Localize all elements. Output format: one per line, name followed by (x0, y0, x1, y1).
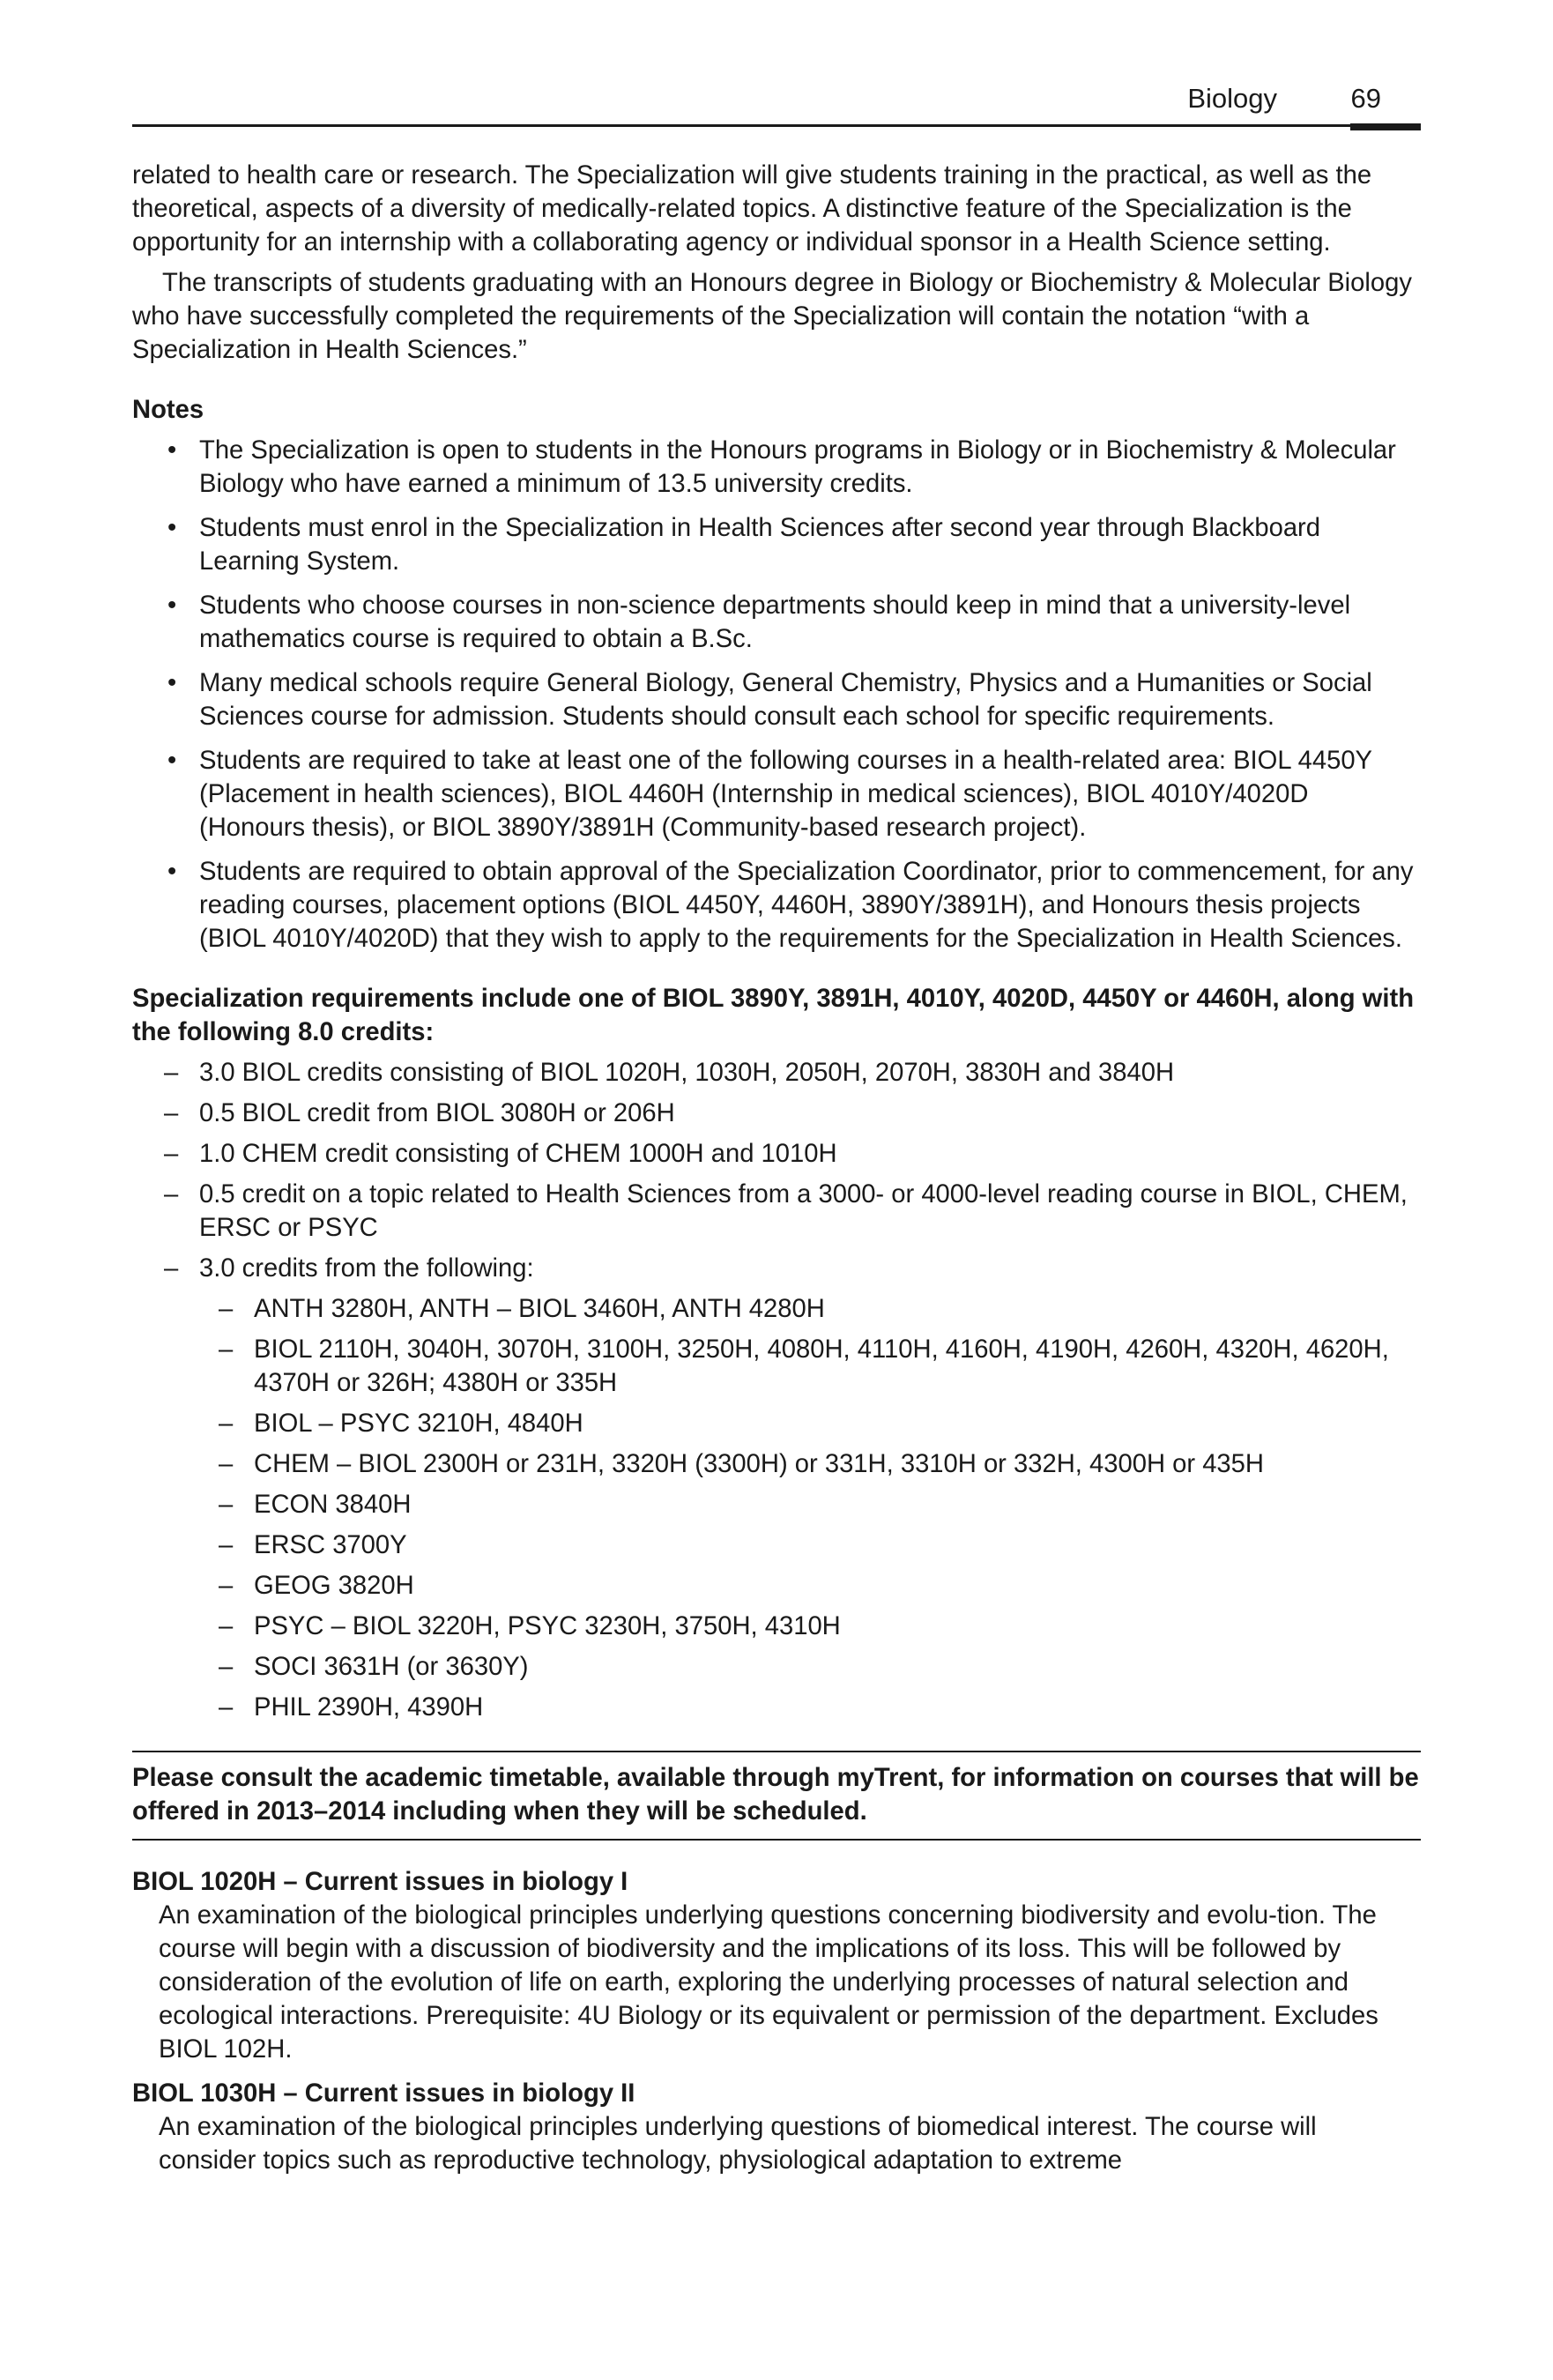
list-item (132, 1610, 1421, 1643)
dash-icon: – (164, 1059, 179, 1087)
intro-paragraph: The transcripts of students graduating with an Honours degree in Biology or Biochemistry & Molecular Biology who have successfully completed the requirements of the Specialization will contain the notation “with a Specialization in Health Sciences.” (132, 269, 1412, 364)
dash-icon: – (164, 1099, 179, 1127)
list-item (132, 1488, 1421, 1521)
list-item-text: ANTH 3280H, ANTH – BIOL 3460H, ANTH 4280H (254, 1295, 825, 1323)
list-item (132, 1528, 1421, 1562)
dash-icon: – (219, 1653, 234, 1681)
course-entry (132, 2077, 1421, 2177)
notes-list (132, 434, 1421, 956)
list-item-text: 3.0 BIOL credits consisting of BIOL 1020H, 1030H, 2050H, 2070H, 3830H and 3840H (199, 1059, 1175, 1087)
list-item-text: 1.0 CHEM credit consisting of CHEM 1000H and 1010H (199, 1140, 837, 1168)
dash-icon: – (219, 1531, 234, 1559)
list-item-text: 0.5 credit on a topic related to Health Sciences from a 3000- or 4000-level reading course in BIOL, CHEM, ERSC or PSYC (199, 1180, 1408, 1242)
header-tab-bar (1350, 123, 1421, 130)
list-item (132, 1650, 1421, 1684)
list-item (132, 434, 1421, 501)
header-rule (132, 124, 1421, 127)
page-number: 69 (1350, 83, 1381, 114)
list-item (132, 1178, 1421, 1245)
list-item (132, 1447, 1421, 1481)
list-item (132, 666, 1421, 733)
dash-icon: – (219, 1409, 234, 1438)
dash-icon: – (219, 1335, 234, 1364)
list-item-text: 3.0 credits from the following: (199, 1254, 534, 1283)
dash-icon: – (219, 1572, 234, 1600)
list-item (132, 1097, 1421, 1130)
list-item-text: SOCI 3631H (or 3630Y) (254, 1653, 529, 1681)
list-item (132, 1691, 1421, 1724)
list-item-text: 0.5 BIOL credit from BIOL 3080H or 206H (199, 1099, 675, 1127)
bullet-icon: • (167, 514, 177, 542)
list-item (132, 1333, 1421, 1400)
dash-icon: – (219, 1295, 234, 1323)
list-item (132, 1137, 1421, 1171)
list-item-text: Students are required to obtain approval of the Specialization Coordinator, prior to commencement, for any reading courses, placement options (BIOL 4450Y, 4460H, 3890Y/3891H), and Honours thesis projects (BIOL 4010Y/4020D) that they wish to apply to the requirements for the Specialization in Health Sciences. (199, 858, 1414, 953)
list-item (132, 589, 1421, 656)
course-entry (132, 1865, 1421, 2066)
list-item (132, 1056, 1421, 1090)
timetable-notice: Please consult the academic timetable, available through myTrent, for information on courses that will be offered in 2013–2014 including when they will be scheduled. (132, 1751, 1421, 1841)
elective-list (132, 1292, 1421, 1724)
list-item-text: The Specialization is open to students in the Honours programs in Biology or in Biochemistry & Molecular Biology who have earned a minimum of 13.5 university credits. (199, 436, 1396, 498)
list-item-text: GEOG 3820H (254, 1572, 414, 1600)
bullet-icon: • (167, 436, 177, 465)
list-item-text: Students must enrol in the Specialization in Health Sciences after second year through Blackboard Learning System. (199, 514, 1321, 576)
section-title: Biology (1187, 83, 1277, 114)
dash-icon: – (219, 1450, 234, 1478)
course-title: BIOL 1030H – Current issues in biology II (132, 2079, 635, 2108)
requirements-list (132, 1056, 1421, 1724)
notes-heading: Notes (132, 396, 204, 424)
bullet-icon: • (167, 747, 177, 775)
requirements-heading: Specialization requirements include one of BIOL 3890Y, 3891H, 4010Y, 4020D, 4450Y or 4460H, along with the following 8.0 credits: (132, 985, 1415, 1046)
list-item (132, 1292, 1421, 1326)
dash-icon: – (164, 1180, 179, 1209)
intro-paragraph: related to health care or research. The Specialization will give students training in the practical, as well as the theoretical, aspects of a diversity of medically-related topics. A distinctive feature of the Specialization is the opportunity for an internship with a collaborating agency or individual sponsor in a Health Science setting. (132, 161, 1372, 257)
dash-icon: – (219, 1612, 234, 1640)
dash-icon: – (219, 1693, 234, 1722)
list-item-text: ECON 3840H (254, 1491, 412, 1519)
list-item (132, 1407, 1421, 1440)
list-item (132, 744, 1421, 844)
dash-icon: – (219, 1491, 234, 1519)
course-description: An examination of the biological principles underlying questions concerning biodiversity and evolu-tion. The course will begin with a discussion of biodiversity and the implications of its loss. This will be followed by consideration of the evolution of life on earth, exploring the underlying processes of natural selection and ecological interactions. Prerequisite: 4U Biology or its equivalent or permission of the department. Excludes BIOL 102H. (159, 1901, 1378, 2064)
list-item (132, 511, 1421, 578)
bullet-icon: • (167, 591, 177, 620)
list-item-text: PSYC – BIOL 3220H, PSYC 3230H, 3750H, 4310H (254, 1612, 841, 1640)
list-item-text: Many medical schools require General Biology, General Chemistry, Physics and a Humanities or Social Sciences course for admission. Students should consult each school for specific requirements. (199, 669, 1372, 731)
dash-icon: – (164, 1254, 179, 1283)
list-item-text: ERSC 3700Y (254, 1531, 407, 1559)
list-item-text: BIOL 2110H, 3040H, 3070H, 3100H, 3250H, 4080H, 4110H, 4160H, 4190H, 4260H, 4320H, 4620H, 4370H or 326H; 4380H or 335H (254, 1335, 1389, 1397)
course-description: An examination of the biological principles underlying questions of biomedical interest. The course will consider topics such as reproductive technology, physiological adaptation to extreme (159, 2113, 1317, 2175)
bullet-icon: • (167, 669, 177, 697)
body-text (132, 159, 1421, 2177)
list-item-text: BIOL – PSYC 3210H, 4840H (254, 1409, 583, 1438)
course-title: BIOL 1020H – Current issues in biology I (132, 1868, 628, 1896)
list-item-text: PHIL 2390H, 4390H (254, 1693, 484, 1722)
list-item (132, 855, 1421, 956)
running-header (132, 81, 1421, 127)
bullet-icon: • (167, 858, 177, 886)
list-item-text: Students who choose courses in non-science departments should keep in mind that a university-level mathematics course is required to obtain a B.Sc. (199, 591, 1351, 653)
list-item-text: CHEM – BIOL 2300H or 231H, 3320H (3300H) or 331H, 3310H or 332H, 4300H or 435H (254, 1450, 1264, 1478)
list-item (132, 1569, 1421, 1603)
list-item (132, 1252, 1421, 1724)
dash-icon: – (164, 1140, 179, 1168)
list-item-text: Students are required to take at least one of the following courses in a health-related area: BIOL 4450Y (Placement in health sciences), BIOL 4460H (Internship in medical sciences), BIOL 4010Y/4020D (Honours thesis), or BIOL 3890Y/3891H (Community-based research project). (199, 747, 1372, 842)
